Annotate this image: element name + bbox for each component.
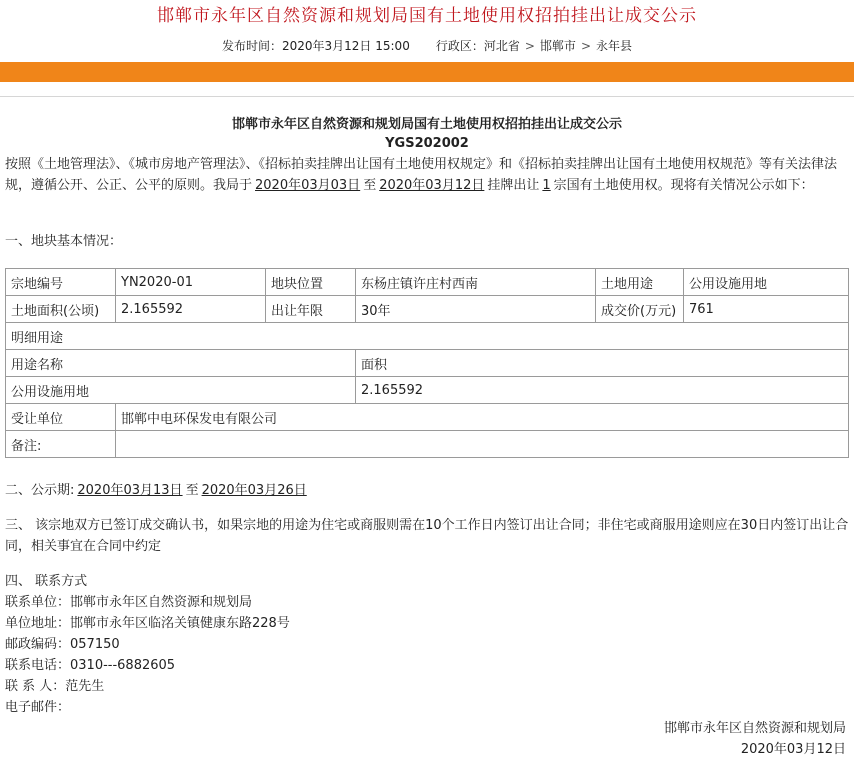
region-province[interactable]: 河北省	[483, 39, 520, 53]
contact-person: 联 系 人：范先生	[5, 679, 105, 694]
table-row	[6, 296, 849, 323]
detail-usage-header: 明细用途	[6, 323, 849, 350]
region-label: 行政区：	[435, 39, 484, 53]
contact-address: 单位地址：邯郸市永年区临洺关镇健康东路228号	[5, 616, 290, 631]
table-row	[6, 350, 849, 377]
area-value: 2.165592	[116, 296, 266, 323]
article-code: YGS202002	[385, 136, 469, 151]
publish-time: 2020年3月12日 15:00	[281, 39, 410, 53]
contact-email: 电子邮件：	[5, 700, 71, 715]
land-info-table	[5, 268, 849, 458]
parcel-no-label: 宗地编号	[6, 269, 116, 296]
area-label: 土地面积(公顷)	[6, 296, 116, 323]
usage-area-label: 面积	[356, 350, 849, 377]
publicity-end-date: 2020年03月26日	[201, 483, 307, 498]
region-city[interactable]: 邯郸市	[539, 39, 576, 53]
publish-label: 发布时间：	[221, 39, 282, 53]
location-label: 地块位置	[266, 269, 356, 296]
term-label: 出让年限	[266, 296, 356, 323]
parcel-no-value: YN2020-01	[116, 269, 266, 296]
contact-phone: 联系电话：0310---6882605	[5, 658, 176, 673]
page-title: 邯郸市永年区自然资源和规划局国有土地使用权招拍挂出让成交公示	[157, 6, 697, 26]
table-row	[6, 269, 849, 296]
publicity-start-date: 2020年03月13日	[77, 483, 183, 498]
land-use-value: 公用设施用地	[684, 269, 849, 296]
term-value: 30年	[356, 296, 596, 323]
signature-org: 邯郸市永年区自然资源和规划局	[663, 721, 846, 736]
table-row	[6, 431, 849, 458]
land-use-label: 土地用途	[596, 269, 684, 296]
contact-unit: 联系单位：邯郸市永年区自然资源和规划局	[5, 595, 253, 610]
remark-value	[116, 431, 849, 458]
contact-postcode: 邮政编码：057150	[5, 637, 120, 652]
end-date: 2020年03月12日	[379, 178, 485, 193]
divider	[0, 96, 854, 97]
transferee-value: 邯郸中电环保发电有限公司	[116, 404, 849, 431]
article-title: 邯郸市永年区自然资源和规划局国有土地使用权招拍挂出让成交公示	[231, 117, 622, 132]
publish-meta	[0, 38, 854, 54]
usage-name-value: 公用设施用地	[6, 377, 356, 404]
price-label: 成交价(万元)	[596, 296, 684, 323]
usage-name-label: 用途名称	[6, 350, 356, 377]
price-value: 761	[684, 296, 849, 323]
location-value: 东杨庄镇许庄村西南	[356, 269, 596, 296]
intro-paragraph: 按照《土地管理法》、《城市房地产管理法》、《招标拍卖挂牌出让国有土地使用权规定》和《招标拍卖挂牌出让国有土地使用权规范》等有关法律法规，遵循公开、公正、公平的原则。我局于 2020年03月03日 至 2020年03月12日 挂牌出让 1 宗国有土地使用权。现将有关情况公示如下：	[5, 157, 838, 193]
contact-heading: 四、 联系方式	[5, 574, 88, 589]
chevron-right-icon: >	[580, 39, 591, 53]
section-1-heading: 一、地块基本情况：	[5, 234, 123, 249]
section-3: 三、 该宗地双方已签订成交确认书，如果宗地的用途为住宅或商服则需在10个工作日内签订出让合同；非住宅或商服用途则应在30日内签订出让合同，相关事宜在合同中约定	[5, 518, 849, 554]
table-row	[6, 404, 849, 431]
table-row	[6, 323, 849, 350]
remark-label: 备注:	[6, 431, 116, 458]
region-county[interactable]: 永年县	[596, 39, 633, 53]
parcel-count: 1	[542, 178, 551, 193]
section-2: 二、公示期: 2020年03月13日 至 2020年03月26日	[5, 483, 307, 498]
start-date: 2020年03月03日	[255, 178, 361, 193]
orange-banner	[0, 62, 854, 82]
chevron-right-icon: >	[524, 39, 535, 53]
signature-date: 2020年03月12日	[740, 742, 846, 757]
usage-area-value: 2.165592	[356, 377, 849, 404]
table-row	[6, 377, 849, 404]
transferee-label: 受让单位	[6, 404, 116, 431]
